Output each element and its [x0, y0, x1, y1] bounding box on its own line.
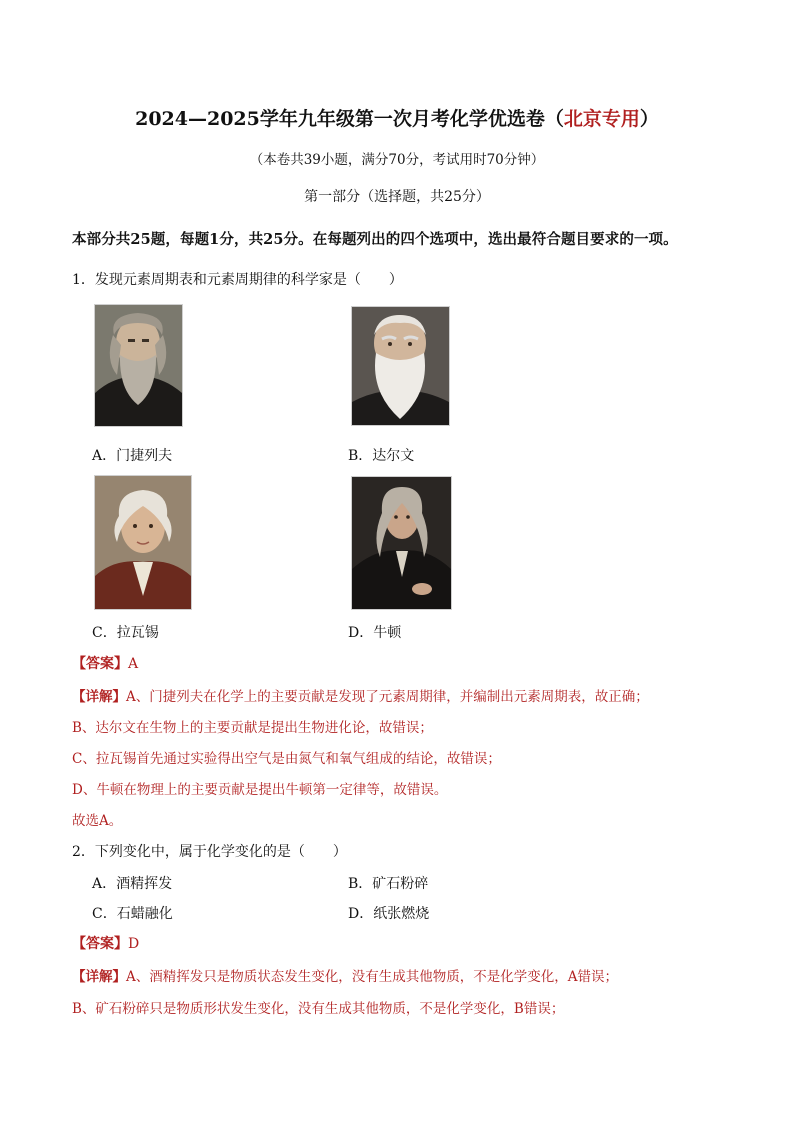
explain-tag: 【详解】 [72, 969, 126, 985]
answer-value: D [128, 936, 140, 952]
q2-option-c: C．石蜡融化 [92, 906, 173, 922]
q1-explain-line-2: B、达尔文在生物上的主要贡献是提出生物进化论，故错误； [72, 720, 433, 736]
q1-conclusion: 故选A。 [72, 813, 123, 829]
q1-option-a: A．门捷列夫 [92, 448, 173, 464]
exam-subtitle: （本卷共39小题，满分70分，考试用时70分钟） [249, 152, 545, 168]
portrait-lavoisier [94, 475, 192, 610]
question-1-stem: 1．发现元素周期表和元素周期律的科学家是（ ） [72, 272, 403, 288]
title-main: 2024—2025学年九年级第一次月考化学优选卷（ [135, 108, 564, 130]
portrait-mendeleev [94, 304, 183, 427]
portrait-newton [351, 476, 452, 610]
q1-explain-line-3: C、拉瓦锡首先通过实验得出空气是由氮气和氧气组成的结论，故错误； [72, 751, 501, 767]
title-region: 北京专用 [563, 108, 640, 130]
answer-tag: 【答案】 [72, 656, 128, 672]
q2-option-d: D．纸张燃烧 [348, 906, 430, 922]
q2-option-a: A．酒精挥发 [92, 876, 173, 892]
title-end: ） [639, 108, 659, 130]
question-2-stem: 2．下列变化中，属于化学变化的是（ ） [72, 844, 347, 860]
q2-explain-line-1 [72, 965, 618, 985]
page-title [0, 104, 794, 131]
part-title: 第一部分（选择题，共25分） [304, 189, 490, 205]
q1-explain-line-1 [72, 685, 649, 705]
q2-explain-line-2: B、矿石粉碎只是物质形状发生变化，没有生成其他物质，不是化学变化，B错误； [72, 1001, 565, 1017]
q2-option-b: B．矿石粉碎 [348, 876, 429, 892]
portrait-darwin [351, 306, 450, 426]
explain-tag: 【详解】 [72, 689, 126, 705]
answer-tag: 【答案】 [72, 936, 128, 952]
q1-option-d: D．牛顿 [348, 625, 402, 641]
q1-option-b: B．达尔文 [348, 448, 415, 464]
q1-option-c: C．拉瓦锡 [92, 625, 159, 641]
q2-answer [72, 933, 139, 953]
instructions: 本部分共25题，每题1分，共25分。在每题列出的四个选项中，选出最符合题目要求的一项。 [72, 231, 678, 248]
explain-text: A、酒精挥发只是物质状态发生变化，没有生成其他物质，不是化学变化，A错误； [126, 969, 618, 985]
q1-answer [72, 653, 138, 673]
q1-explain-line-4: D、牛顿在物理上的主要贡献是提出牛顿第一定律等，故错误。 [72, 782, 448, 798]
answer-value: A [128, 656, 139, 672]
explain-text: A、门捷列夫在化学上的主要贡献是发现了元素周期律，并编制出元素周期表，故正确； [126, 689, 649, 705]
